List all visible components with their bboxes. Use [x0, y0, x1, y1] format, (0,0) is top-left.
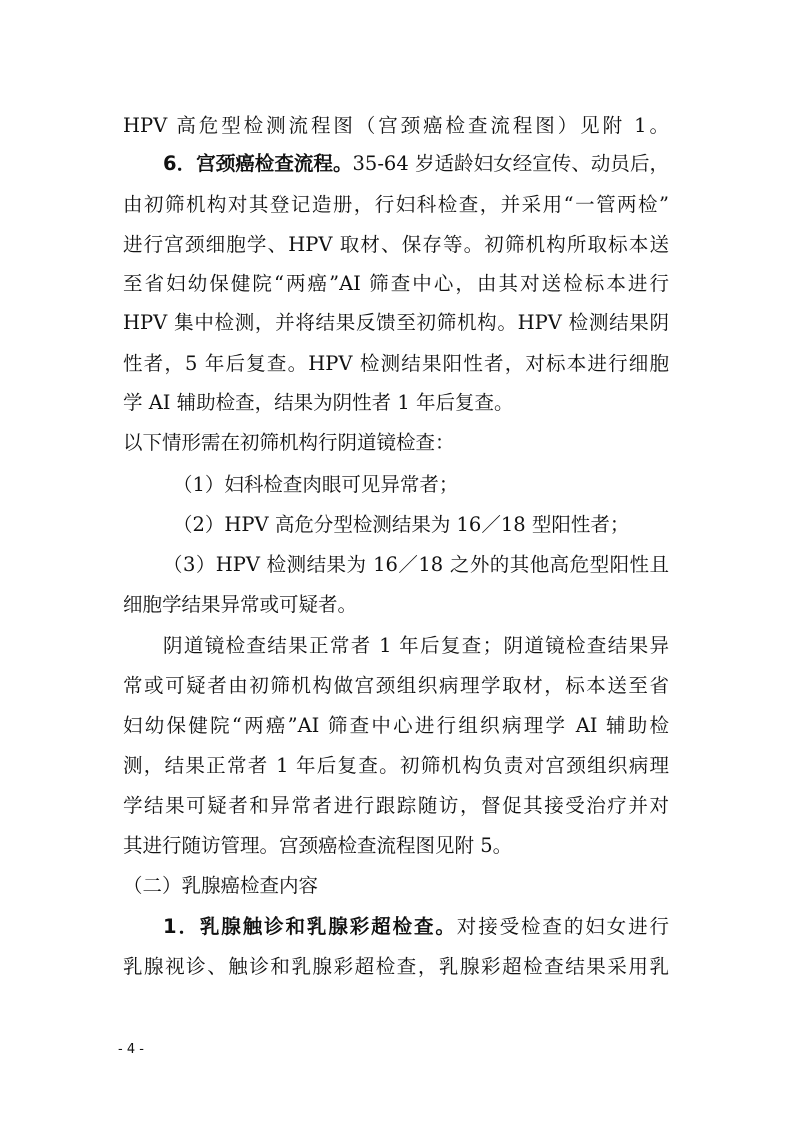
paragraph-line — [163, 152, 669, 176]
paragraph-line — [163, 915, 669, 939]
list-item: （1）妇科检查肉眼可见异常者； — [173, 473, 459, 496]
paragraph-line: 其进行随访管理。宫颈癌检查流程图见附 5。 — [123, 834, 513, 857]
paragraph-line: 性者，5 年后复查。HPV 检测结果阳性者，对标本进行细胞 — [123, 352, 669, 375]
section-heading: 6．宫颈癌检查流程。 — [163, 152, 353, 175]
paragraph-text: 对接受检查的妇女进行 — [456, 915, 669, 938]
section-heading: 1．乳腺触诊和乳腺彩超检查。 — [163, 915, 457, 938]
paragraph-line: 由初筛机构对其登记造册，行妇科检查，并采用“一管两检” — [123, 193, 669, 216]
paragraph-line: 乳腺视诊、触诊和乳腺彩超检查，乳腺彩超检查结果采用乳 — [123, 955, 669, 978]
paragraph-line: 妇幼保健院“两癌”AI 筛查中心进行组织病理学 AI 辅助检 — [123, 714, 669, 737]
paragraph-line: 学结果可疑者和异常者进行跟踪随访，督促其接受治疗并对 — [123, 794, 669, 817]
section-title: （二）乳腺癌检查内容 — [123, 874, 319, 897]
list-item: （3）HPV 检测结果为 16／18 之外的其他高危型阳性且 — [163, 553, 669, 576]
list-item: （2）HPV 高危分型检测结果为 16／18 型阳性者； — [173, 513, 630, 536]
paragraph-line: HPV 集中检测，并将结果反馈至初筛机构。HPV 检测结果阴 — [123, 311, 669, 334]
paragraph-line: 至省妇幼保健院“两癌”AI 筛查中心，由其对送检标本进行 — [123, 272, 669, 295]
paragraph-line: 常或可疑者由初筛机构做宫颈组织病理学取材，标本送至省 — [123, 674, 669, 697]
paragraph-line: 测，结果正常者 1 年后复查。初筛机构负责对宫颈组织病理 — [123, 754, 669, 777]
paragraph-line: 进行宫颈细胞学、HPV 取材、保存等。初筛机构所取标本送 — [123, 233, 669, 256]
paragraph-text: 35-64 岁适龄妇女经宣传、动员后， — [352, 152, 669, 175]
page-number: - 4 - — [118, 1042, 144, 1057]
paragraph-line: 阴道镜检查结果正常者 1 年后复查；阴道镜检查结果异 — [163, 634, 669, 657]
paragraph-line: 以下情形需在初筛机构行阴道镜检查： — [123, 431, 455, 454]
paragraph-line: 学 AI 辅助检查，结果为阴性者 1 年后复查。 — [123, 391, 514, 414]
paragraph-line: HPV 高危型检测流程图（宫颈癌检查流程图）见附 1。 — [123, 114, 669, 137]
list-item-continued: 细胞学结果异常或可疑者。 — [123, 593, 358, 616]
